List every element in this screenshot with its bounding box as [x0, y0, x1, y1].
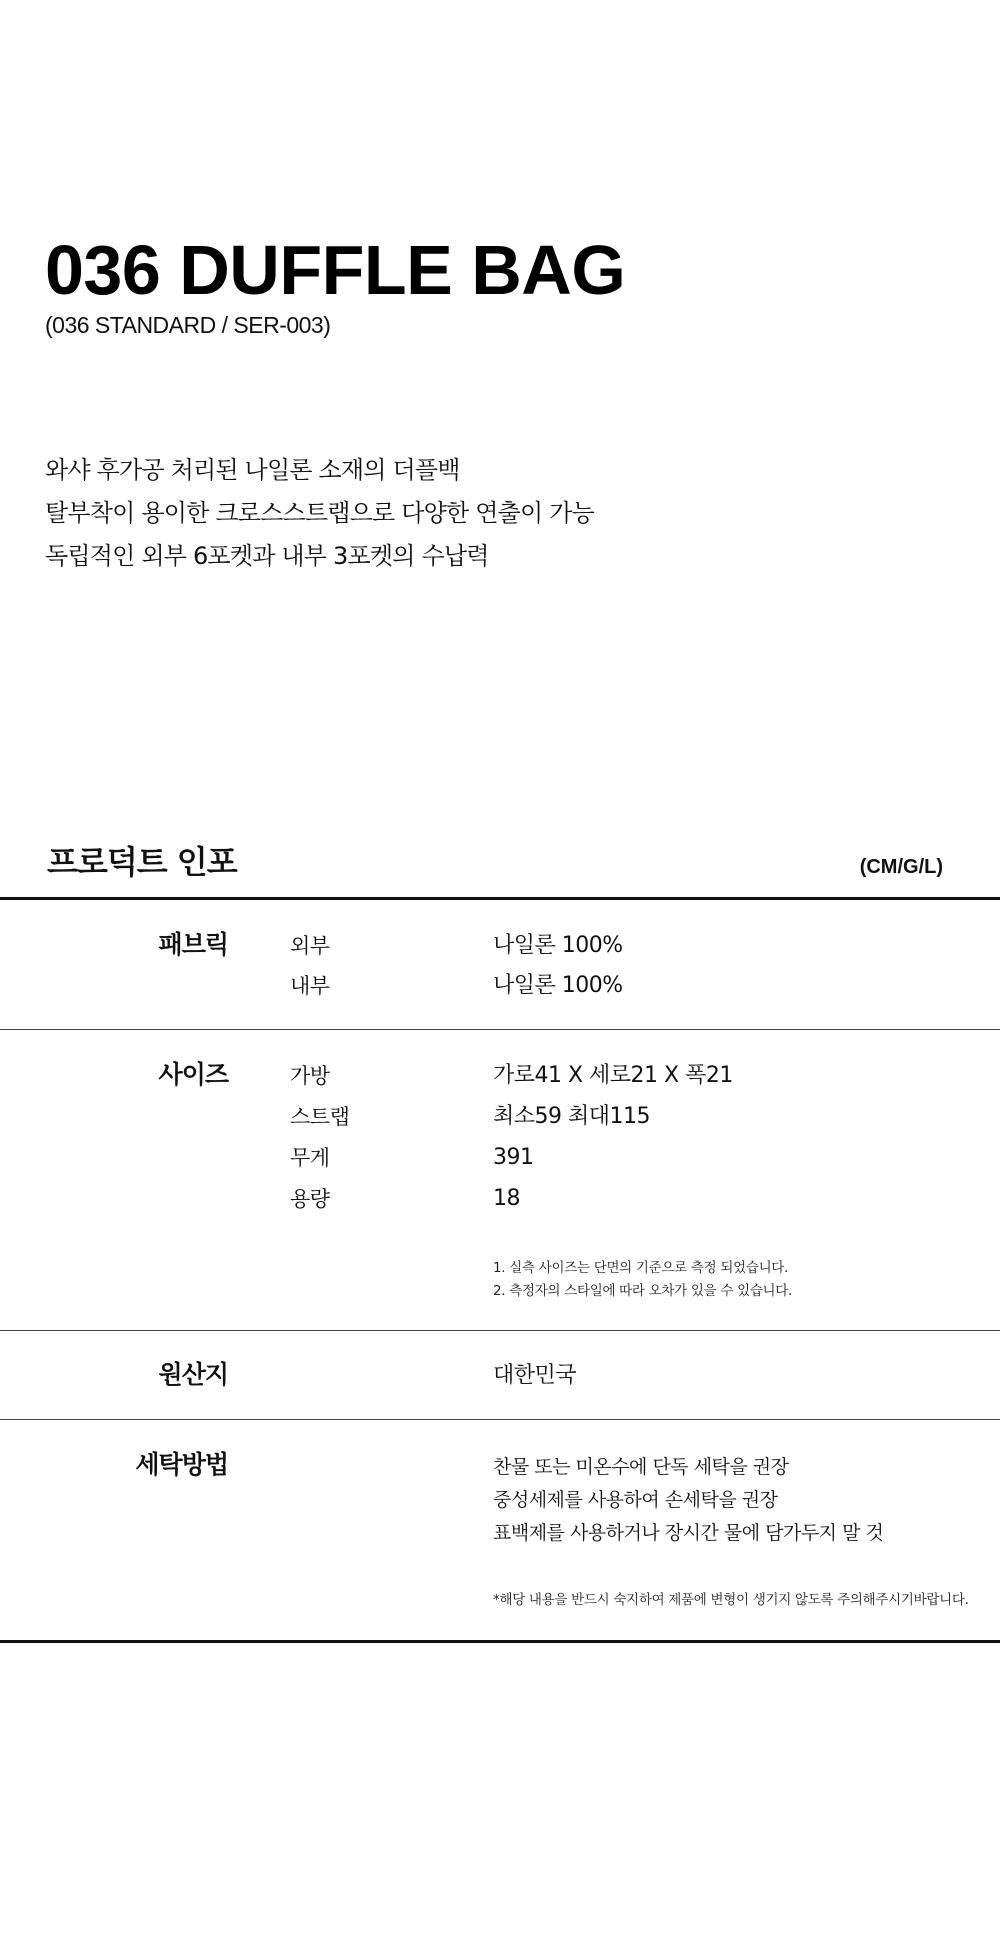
fabric-inner-value: 나일론 100% [493, 973, 623, 998]
fabric-outer-value: 나일론 100% [493, 933, 623, 958]
size-strap-value: 최소59 최대115 [493, 1104, 650, 1129]
care-instruction: 찬물 또는 미온수에 단독 세탁을 권장 [493, 1456, 789, 1478]
fabric-section-label: 패브릭 [158, 930, 228, 959]
description-line: 와샤 후가공 처리된 나일론 소재의 더플백 [45, 456, 460, 484]
size-section-label: 사이즈 [158, 1060, 228, 1089]
description-line: 탈부착이 용이한 크로스스트랩으로 다양한 연출이 가능 [45, 499, 594, 527]
size-weight-value: 391 [493, 1145, 534, 1170]
product-title: 036 DUFFLE BAG [45, 231, 626, 309]
divider [0, 1640, 1000, 1643]
product-subtitle: (036 STANDARD / SER-003) [45, 312, 331, 338]
product-info-heading: 프로덕트 인포 [47, 843, 237, 881]
fabric-outer-label: 외부 [290, 934, 330, 958]
unit-label: (CM/G/L) [859, 856, 943, 878]
size-weight-label: 무게 [290, 1146, 330, 1170]
size-capacity-value: 18 [493, 1186, 520, 1211]
description-line: 독립적인 외부 6포켓과 내부 3포켓의 수납력 [45, 542, 489, 570]
product-description [45, 449, 594, 578]
size-bag-label: 가방 [290, 1064, 330, 1088]
size-note: 1. 실측 사이즈는 단면의 기준으로 측정 되었습니다. [493, 1260, 789, 1276]
size-capacity-label: 용량 [290, 1187, 330, 1211]
care-instruction: 표백제를 사용하거나 장시간 물에 담가두지 말 것 [493, 1522, 884, 1544]
divider [0, 897, 1000, 900]
care-note: *해당 내용을 반드시 숙지하여 제품에 변형이 생기지 않도록 주의해주시기바랍니다. [493, 1592, 969, 1608]
care-instruction: 중성세제를 사용하여 손세탁을 권장 [493, 1489, 778, 1511]
size-strap-label: 스트랩 [290, 1105, 350, 1129]
origin-value: 대한민국 [493, 1363, 577, 1388]
fabric-inner-label: 내부 [290, 974, 330, 998]
divider [0, 1029, 1000, 1030]
divider [0, 1330, 1000, 1331]
divider [0, 1419, 1000, 1420]
size-note: 2. 측정자의 스타일에 따라 오차가 있을 수 있습니다. [493, 1283, 793, 1299]
care-section-label: 세탁방법 [135, 1450, 228, 1479]
size-bag-value: 가로41 X 세로21 X 폭21 [493, 1063, 733, 1088]
origin-section-label: 원산지 [158, 1360, 228, 1389]
